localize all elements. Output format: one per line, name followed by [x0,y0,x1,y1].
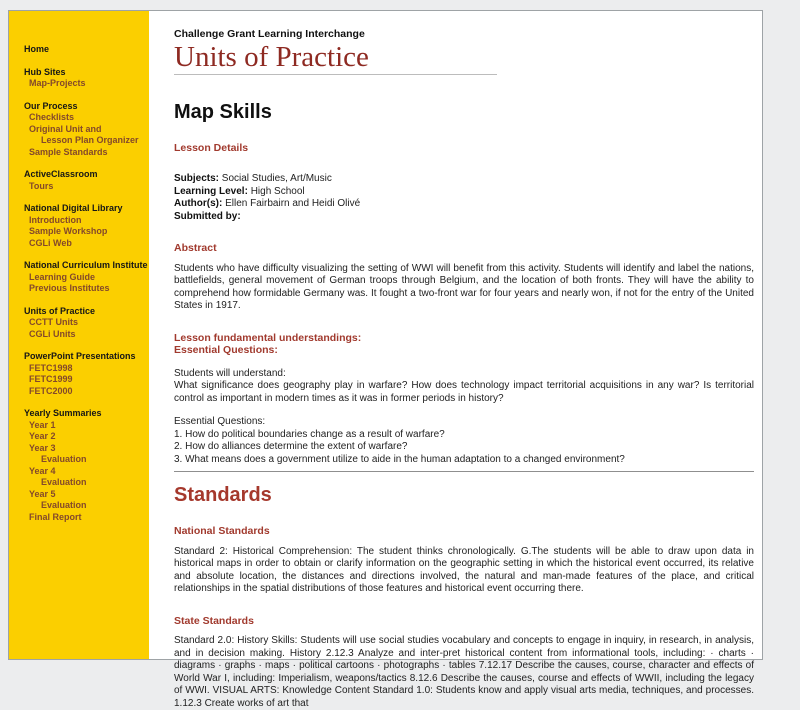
standards-heading: Standards [174,484,272,506]
lesson-details-heading: Lesson Details [174,141,249,154]
understandings-heading: Lesson fundamental understandings: [174,331,362,344]
field-submitted-by [174,211,754,224]
sidebar-group-national-curriculum-institute [9,260,149,295]
sidebar-group-national-digital-library [9,203,149,249]
sidebar-item-fetc1999[interactable]: FETC1999 [29,374,73,384]
abstract-heading: Abstract [174,242,217,254]
sidebar-heading-our-process: Our Process [24,100,78,111]
sidebar-item-sample-workshop[interactable]: Sample Workshop [29,226,108,236]
sidebar-heading-national-digital-library: National Digital Library [24,203,123,213]
sidebar-heading-units-of-practice: Units of Practice [24,305,96,316]
masthead-title: Units of Practice [174,40,369,73]
state-standards-text: Standard 2.0: History Skills: Students will use social studies vocabulary and concepts to engage in inquiry, in research, in analysis, and in decision making. History 2.12.3 Analyze and inter-pret historical content from informational tools, including: · charts · diagrams · graphs · maps · political cartoons · photographs · tables 7.12.17 Describe the causes, course, character and effects of World War I, including: Imperialism, weapons/tactics 8.12.6 Describe the causes, course and effects of WWII, including the legacy of WWI. VISUAL ARTS: Knowledge Content Standard 1.0: Students know and apply visual arts media, techniques, and processes. 1.12.3 Create works of art that [174,635,754,709]
understandings-block [174,368,754,406]
question-3: 3. What means does a government utilize to aide in the human adaptation to a changed environment? [174,453,625,465]
sidebar-item-sample-standards[interactable]: Sample Standards [29,146,108,157]
sidebar-item-original-unit-and[interactable]: Original Unit and [29,123,102,134]
sidebar-heading-hub-sites: Hub Sites [24,66,66,77]
sidebar-nav [9,11,149,659]
state-standards-heading: State Standards [174,614,254,627]
sidebar-item-cgli-web[interactable]: CGLi Web [29,237,72,248]
masthead [174,28,754,75]
sidebar-item-fetc1998[interactable]: FETC1998 [29,362,73,373]
sidebar-heading-yearly-summaries: Yearly Summaries [24,408,102,418]
sidebar-heading-national-curriculum-institute: National Curriculum Institute [24,260,148,270]
sidebar-item-home[interactable]: Home [24,44,50,54]
sidebar-group-hub-sites [9,67,149,90]
sidebar-item-year-1[interactable]: Year 1 [29,419,56,430]
field-subjects [174,173,754,186]
masthead-eyebrow: Challenge Grant Learning Interchange [174,28,365,40]
essential-questions-label: Essential Questions: [174,416,266,427]
sidebar-item-introduction[interactable]: Introduction [29,214,82,225]
sidebar-item-fetc2000[interactable]: FETC2000 [29,385,73,396]
understand-text: What significance does geography play in warfare? How does technology impact territorial acquisitions in any war? Is territorial control as important in modern times as it was in former periods in history? [174,380,754,404]
national-standards-text: Standard 2: Historical Comprehension: The student thinks chronologically. G.The students will be able to draw upon data in historical maps in order to obtain or clarify information on the geographic setting in which the historical event occurred, its relative and absolute location, the distances and directions involved, the natural and man-made features of the place, and critical relationships in the spatial distributions of those features and historical event occurring there. [174,545,754,594]
section-divider [174,471,754,472]
abstract-text: Students who have difficulty visualizing the setting of WWI will benefit from this activity. Students will identify and label the nations, battlefields, general movement of German troops through Belgium, and the location of both fronts. They will have the ability to comprehend how formidable Germany was. It fought a two-front war for four years and nearly won, if not for the entry of the United States in 1917. [174,262,754,311]
sidebar-item-final-report[interactable]: Final Report [29,511,82,522]
sidebar-heading-activeclassroom: ActiveClassroom [24,169,98,179]
sidebar-heading-powerpoint-presentations: PowerPoint Presentations [24,351,136,361]
sidebar-group-home [9,44,149,56]
main-content [149,11,762,710]
question-1: 1. How do political boundaries change as a result of warfare? [174,428,445,440]
sidebar-item-previous-institutes[interactable]: Previous Institutes [29,283,110,293]
field-learning-level-label: Learning Level: [174,185,248,197]
sidebar-item-evaluation-year-4[interactable]: Evaluation [41,477,87,487]
sidebar-item-cgli-units[interactable]: CGLi Units [29,328,76,339]
sidebar-item-evaluation-year-3[interactable]: Evaluation [41,454,87,464]
sidebar-item-map-projects[interactable]: Map-Projects [29,78,86,88]
masthead-rule [174,74,497,75]
national-standards-heading: National Standards [174,525,270,537]
page-frame [8,10,763,709]
sidebar-item-year-4[interactable]: Year 4 [29,465,56,476]
sidebar-item-evaluation-year-5[interactable]: Evaluation [41,500,87,510]
field-authors [174,198,754,211]
sidebar-group-our-process [9,101,149,159]
sidebar-group-activeclassroom [9,169,149,192]
sidebar-item-year-2[interactable]: Year 2 [29,431,56,441]
essential-questions-block [174,416,754,466]
field-subjects-value: Social Studies, Art/Music [221,173,332,184]
sidebar-group-yearly-summaries [9,408,149,523]
sidebar-item-year-3[interactable]: Year 3 [29,442,56,453]
sidebar-item-tours[interactable]: Tours [29,180,54,191]
understand-intro: Students will understand: [174,367,286,379]
sidebar-item-year-5[interactable]: Year 5 [29,488,56,499]
question-2: 2. How do alliances determine the extent of warfare? [174,441,408,452]
sidebar-item-checklists[interactable]: Checklists [29,112,75,122]
sidebar-item-lesson-plan-organizer[interactable]: Lesson Plan Organizer [41,135,139,145]
sidebar-group-powerpoint-presentations [9,351,149,397]
sidebar-item-learning-guide[interactable]: Learning Guide [29,271,96,282]
field-learning-level-value: High School [250,185,305,197]
essential-questions-heading: Essential Questions: [174,344,278,356]
field-authors-label: Author(s): [174,198,223,209]
field-learning-level [174,186,754,199]
sidebar-group-units-of-practice [9,306,149,341]
field-submitted-by-label: Submitted by: [174,210,241,222]
field-subjects-label: Subjects: [174,173,220,184]
page-title: Map Skills [174,100,272,123]
lesson-fields [174,173,754,223]
sidebar-item-cctt-units[interactable]: CCTT Units [29,317,78,327]
field-authors-value: Ellen Fairbairn and Heidi Olivé [225,198,361,209]
